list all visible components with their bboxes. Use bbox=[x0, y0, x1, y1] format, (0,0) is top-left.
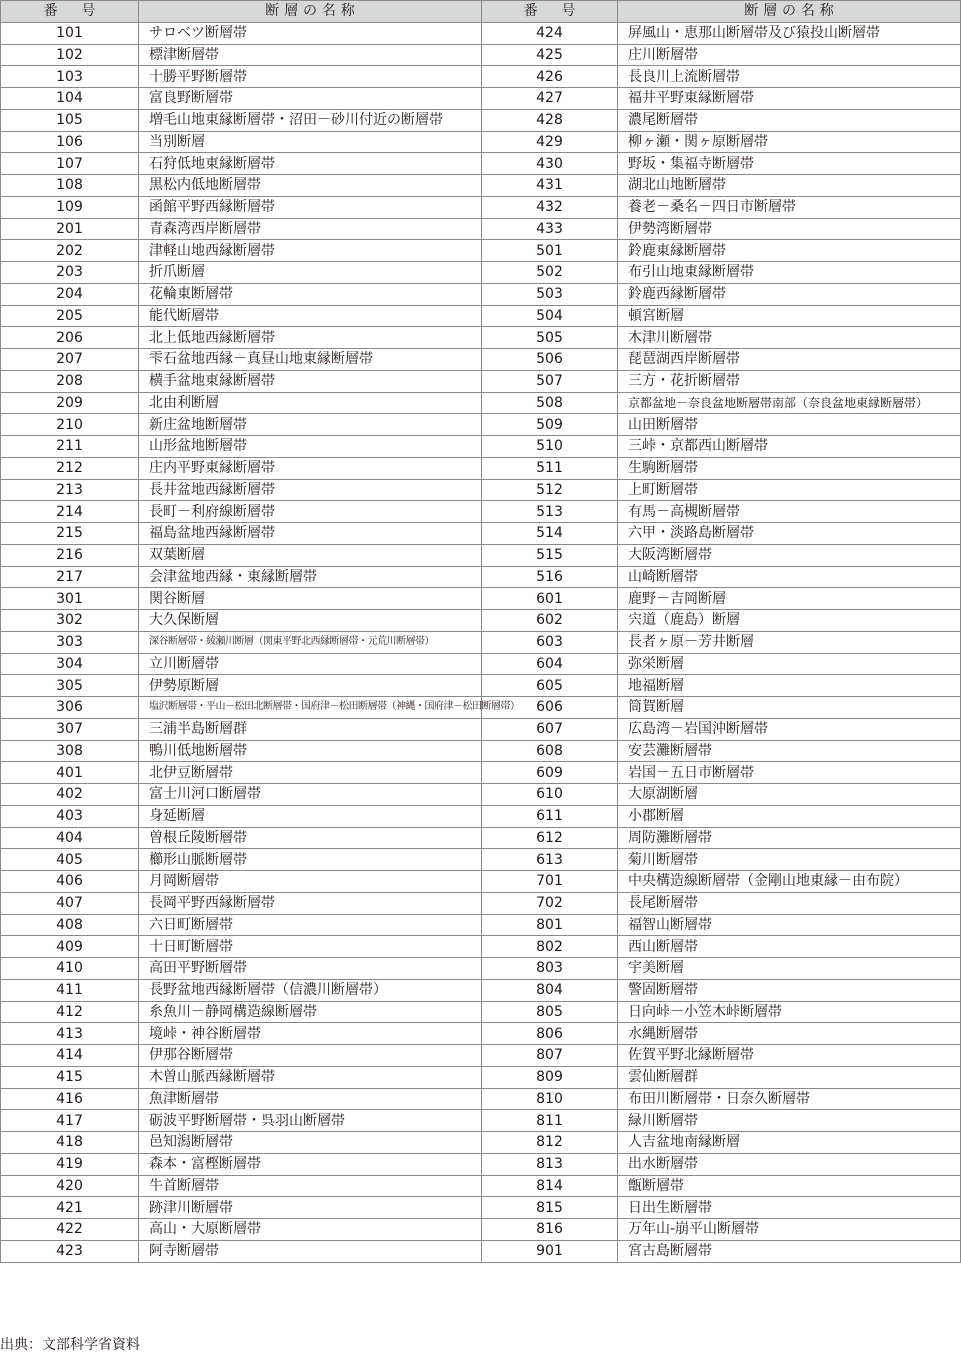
table-row bbox=[1, 109, 961, 131]
fault-name-right: 弥栄断層 bbox=[618, 653, 961, 675]
fault-number-right: 801 bbox=[482, 914, 618, 936]
fault-number-left: 406 bbox=[1, 871, 139, 893]
fault-number-right: 505 bbox=[482, 327, 618, 349]
fault-number-left: 208 bbox=[1, 370, 139, 392]
table-row bbox=[1, 1132, 961, 1154]
table-row bbox=[1, 827, 961, 849]
fault-number-right: 814 bbox=[482, 1175, 618, 1197]
table-row bbox=[1, 327, 961, 349]
fault-name-left: 長町－利府線断層帯 bbox=[139, 501, 482, 523]
fault-name-right: 雲仙断層群 bbox=[618, 1066, 961, 1088]
fault-number-right: 607 bbox=[482, 718, 618, 740]
fault-name-right: 長者ヶ原－芳井断層 bbox=[618, 631, 961, 653]
fault-number-left: 305 bbox=[1, 675, 139, 697]
table-row bbox=[1, 523, 961, 545]
table-row bbox=[1, 240, 961, 262]
fault-number-right: 510 bbox=[482, 436, 618, 458]
table-row bbox=[1, 849, 961, 871]
fault-number-left: 212 bbox=[1, 457, 139, 479]
fault-name-right: 日向峠－小笠木峠断層帯 bbox=[618, 1001, 961, 1023]
fault-name-right: 日出生断層帯 bbox=[618, 1197, 961, 1219]
fault-name-left: 高田平野断層帯 bbox=[139, 958, 482, 980]
table-row bbox=[1, 392, 961, 414]
fault-number-left: 204 bbox=[1, 283, 139, 305]
fault-name-left: 月岡断層帯 bbox=[139, 871, 482, 893]
fault-number-right: 613 bbox=[482, 849, 618, 871]
fault-name-left: 富士川河口断層帯 bbox=[139, 784, 482, 806]
fault-number-right: 603 bbox=[482, 631, 618, 653]
fault-name-right: 福智山断層帯 bbox=[618, 914, 961, 936]
fault-number-right: 424 bbox=[482, 22, 618, 44]
fault-name-left: 十日町断層帯 bbox=[139, 936, 482, 958]
fault-number-right: 604 bbox=[482, 653, 618, 675]
fault-name-right: 鈴鹿西縁断層帯 bbox=[618, 283, 961, 305]
fault-name-right: 岩国－五日市断層帯 bbox=[618, 762, 961, 784]
fault-number-left: 418 bbox=[1, 1132, 139, 1154]
table-row bbox=[1, 66, 961, 88]
fault-number-left: 105 bbox=[1, 109, 139, 131]
fault-name-right: 布引山地東縁断層帯 bbox=[618, 262, 961, 284]
table-row bbox=[1, 1240, 961, 1262]
fault-name-left: 伊勢原断層 bbox=[139, 675, 482, 697]
table-body bbox=[1, 22, 961, 1262]
fault-number-left: 306 bbox=[1, 697, 139, 719]
fault-name-right: 長良川上流断層帯 bbox=[618, 66, 961, 88]
fault-name-right: 柳ヶ瀬・関ヶ原断層帯 bbox=[618, 131, 961, 153]
fault-number-left: 308 bbox=[1, 740, 139, 762]
fault-number-left: 213 bbox=[1, 479, 139, 501]
fault-name-left: 函館平野西縁断層帯 bbox=[139, 196, 482, 218]
fault-number-right: 503 bbox=[482, 283, 618, 305]
fault-name-left: 石狩低地東縁断層帯 bbox=[139, 153, 482, 175]
fault-number-right: 501 bbox=[482, 240, 618, 262]
fault-number-left: 423 bbox=[1, 1240, 139, 1262]
fault-number-left: 419 bbox=[1, 1153, 139, 1175]
fault-name-right: 警固断層帯 bbox=[618, 979, 961, 1001]
table-row bbox=[1, 349, 961, 371]
fault-number-left: 203 bbox=[1, 262, 139, 284]
table-row bbox=[1, 457, 961, 479]
fault-name-left: 庄内平野東縁断層帯 bbox=[139, 457, 482, 479]
fault-number-left: 413 bbox=[1, 1023, 139, 1045]
fault-name-left: 花輪東断層帯 bbox=[139, 283, 482, 305]
fault-name-right: 大阪湾断層帯 bbox=[618, 544, 961, 566]
fault-number-right: 813 bbox=[482, 1153, 618, 1175]
source-note: 出典：文部科学省資料 bbox=[0, 1337, 140, 1353]
fault-number-left: 403 bbox=[1, 805, 139, 827]
fault-number-right: 610 bbox=[482, 784, 618, 806]
fault-number-right: 702 bbox=[482, 892, 618, 914]
fault-name-left: 身延断層 bbox=[139, 805, 482, 827]
fault-name-left: 大久保断層 bbox=[139, 610, 482, 632]
fault-name-left: 長井盆地西縁断層帯 bbox=[139, 479, 482, 501]
table-row bbox=[1, 1088, 961, 1110]
table-row bbox=[1, 479, 961, 501]
fault-number-left: 402 bbox=[1, 784, 139, 806]
table-row bbox=[1, 544, 961, 566]
fault-number-left: 411 bbox=[1, 979, 139, 1001]
fault-name-right: 濃尾断層帯 bbox=[618, 109, 961, 131]
fault-number-left: 409 bbox=[1, 936, 139, 958]
fault-name-right: 養老－桑名－四日市断層帯 bbox=[618, 196, 961, 218]
fault-number-right: 426 bbox=[482, 66, 618, 88]
fault-name-left: 北上低地西縁断層帯 bbox=[139, 327, 482, 349]
fault-number-left: 420 bbox=[1, 1175, 139, 1197]
fault-number-left: 103 bbox=[1, 66, 139, 88]
fault-name-left: 森本・富樫断層帯 bbox=[139, 1153, 482, 1175]
fault-name-left: 能代断層帯 bbox=[139, 305, 482, 327]
table-row bbox=[1, 1066, 961, 1088]
fault-number-right: 606 bbox=[482, 697, 618, 719]
fault-number-right: 602 bbox=[482, 610, 618, 632]
fault-name-right: 三峠・京都西山断層帯 bbox=[618, 436, 961, 458]
fault-name-right: 安芸灘断層帯 bbox=[618, 740, 961, 762]
fault-name-left: 糸魚川－静岡構造線断層帯 bbox=[139, 1001, 482, 1023]
fault-number-right: 609 bbox=[482, 762, 618, 784]
table-row bbox=[1, 218, 961, 240]
fault-name-left: 双葉断層 bbox=[139, 544, 482, 566]
fault-name-right: 京都盆地－奈良盆地断層帯南部（奈良盆地東縁断層帯） bbox=[618, 392, 961, 414]
fault-name-right: 頓宮断層 bbox=[618, 305, 961, 327]
fault-name-left: 魚津断層帯 bbox=[139, 1088, 482, 1110]
table-row bbox=[1, 914, 961, 936]
fault-name-right: 小郡断層 bbox=[618, 805, 961, 827]
table-row bbox=[1, 175, 961, 197]
header-number-right: 番 号 bbox=[482, 1, 618, 23]
fault-name-left: 曽根丘陵断層帯 bbox=[139, 827, 482, 849]
fault-name-left: 塩沢断層帯・平山－松田北断層帯・国府津－松田断層帯（神縄・国府津－松田断層帯） bbox=[139, 697, 482, 719]
fault-name-right: 山田断層帯 bbox=[618, 414, 961, 436]
fault-name-right: 緑川断層帯 bbox=[618, 1110, 961, 1132]
fault-name-right: 鹿野－吉岡断層 bbox=[618, 588, 961, 610]
fault-name-right: 伊勢湾断層帯 bbox=[618, 218, 961, 240]
fault-number-right: 427 bbox=[482, 88, 618, 110]
fault-name-left: 北伊豆断層帯 bbox=[139, 762, 482, 784]
fault-number-left: 107 bbox=[1, 153, 139, 175]
fault-name-left: 折爪断層 bbox=[139, 262, 482, 284]
fault-number-right: 806 bbox=[482, 1023, 618, 1045]
fault-name-right: 宇美断層 bbox=[618, 958, 961, 980]
fault-name-left: 牛首断層帯 bbox=[139, 1175, 482, 1197]
table-row bbox=[1, 1023, 961, 1045]
table-row bbox=[1, 784, 961, 806]
table-row bbox=[1, 979, 961, 1001]
fault-number-left: 415 bbox=[1, 1066, 139, 1088]
table-row bbox=[1, 631, 961, 653]
fault-name-right: 周防灘断層帯 bbox=[618, 827, 961, 849]
fault-name-left: 横手盆地東縁断層帯 bbox=[139, 370, 482, 392]
table-row bbox=[1, 283, 961, 305]
fault-name-left: 三浦半島断層群 bbox=[139, 718, 482, 740]
table-row bbox=[1, 610, 961, 632]
fault-number-right: 514 bbox=[482, 523, 618, 545]
fault-name-left: 立川断層帯 bbox=[139, 653, 482, 675]
fault-name-left: 深谷断層帯・綾瀬川断層（関東平野北西縁断層帯・元荒川断層帯） bbox=[139, 631, 482, 653]
fault-number-right: 513 bbox=[482, 501, 618, 523]
table-row bbox=[1, 436, 961, 458]
table-row bbox=[1, 1045, 961, 1067]
table-row bbox=[1, 805, 961, 827]
fault-name-right: 西山断層帯 bbox=[618, 936, 961, 958]
table-row bbox=[1, 936, 961, 958]
fault-number-left: 416 bbox=[1, 1088, 139, 1110]
header-fault-name-left: 断層の名称 bbox=[139, 1, 482, 23]
fault-number-right: 502 bbox=[482, 262, 618, 284]
fault-number-left: 215 bbox=[1, 523, 139, 545]
fault-number-right: 429 bbox=[482, 131, 618, 153]
fault-number-left: 205 bbox=[1, 305, 139, 327]
table-row bbox=[1, 22, 961, 44]
fault-name-left: 十勝平野断層帯 bbox=[139, 66, 482, 88]
fault-number-left: 102 bbox=[1, 44, 139, 66]
fault-name-left: 増毛山地東縁断層帯・沼田－砂川付近の断層帯 bbox=[139, 109, 482, 131]
header-fault-name-right: 断層の名称 bbox=[618, 1, 961, 23]
fault-number-right: 701 bbox=[482, 871, 618, 893]
fault-name-right: 湖北山地断層帯 bbox=[618, 175, 961, 197]
fault-number-right: 431 bbox=[482, 175, 618, 197]
fault-number-right: 810 bbox=[482, 1088, 618, 1110]
fault-name-right: 庄川断層帯 bbox=[618, 44, 961, 66]
fault-number-right: 805 bbox=[482, 1001, 618, 1023]
table-row bbox=[1, 1197, 961, 1219]
fault-name-right: 琵琶湖西岸断層帯 bbox=[618, 349, 961, 371]
fault-number-right: 815 bbox=[482, 1197, 618, 1219]
fault-number-right: 605 bbox=[482, 675, 618, 697]
fault-number-right: 508 bbox=[482, 392, 618, 414]
fault-number-right: 432 bbox=[482, 196, 618, 218]
table-row bbox=[1, 414, 961, 436]
fault-number-right: 507 bbox=[482, 370, 618, 392]
fault-number-left: 202 bbox=[1, 240, 139, 262]
header-row bbox=[1, 1, 961, 23]
fault-number-left: 421 bbox=[1, 1197, 139, 1219]
table-row bbox=[1, 697, 961, 719]
fault-name-right: 地福断層 bbox=[618, 675, 961, 697]
fault-name-left: 津軽山地西縁断層帯 bbox=[139, 240, 482, 262]
fault-name-left: 関谷断層 bbox=[139, 588, 482, 610]
fault-number-right: 504 bbox=[482, 305, 618, 327]
fault-number-left: 417 bbox=[1, 1110, 139, 1132]
fault-number-right: 509 bbox=[482, 414, 618, 436]
fault-name-left: 伊那谷断層帯 bbox=[139, 1045, 482, 1067]
fault-name-right: 筒賀断層 bbox=[618, 697, 961, 719]
table-row bbox=[1, 196, 961, 218]
fault-number-right: 601 bbox=[482, 588, 618, 610]
fault-name-left: 雫石盆地西縁－真昼山地東縁断層帯 bbox=[139, 349, 482, 371]
fault-name-right: 木津川断層帯 bbox=[618, 327, 961, 349]
table-row bbox=[1, 892, 961, 914]
fault-name-right: 中央構造線断層帯（金剛山地東縁－由布院） bbox=[618, 871, 961, 893]
fault-name-left: 標津断層帯 bbox=[139, 44, 482, 66]
fault-name-left: 黒松内低地断層帯 bbox=[139, 175, 482, 197]
fault-number-left: 216 bbox=[1, 544, 139, 566]
fault-number-right: 425 bbox=[482, 44, 618, 66]
fault-number-right: 433 bbox=[482, 218, 618, 240]
fault-name-right: 上町断層帯 bbox=[618, 479, 961, 501]
fault-name-right: 甑断層帯 bbox=[618, 1175, 961, 1197]
table-row bbox=[1, 1219, 961, 1241]
fault-name-left: 北由利断層 bbox=[139, 392, 482, 414]
fault-name-right: 宮古島断層帯 bbox=[618, 1240, 961, 1262]
table-row bbox=[1, 762, 961, 784]
fault-number-right: 506 bbox=[482, 349, 618, 371]
fault-number-right: 807 bbox=[482, 1045, 618, 1067]
fault-name-right: 人吉盆地南縁断層 bbox=[618, 1132, 961, 1154]
fault-name-right: 広島湾－岩国沖断層帯 bbox=[618, 718, 961, 740]
fault-name-left: 阿寺断層帯 bbox=[139, 1240, 482, 1262]
fault-name-left: 櫛形山脈断層帯 bbox=[139, 849, 482, 871]
fault-name-right: 布田川断層帯・日奈久断層帯 bbox=[618, 1088, 961, 1110]
fault-name-right: 生駒断層帯 bbox=[618, 457, 961, 479]
fault-number-right: 802 bbox=[482, 936, 618, 958]
fault-number-right: 612 bbox=[482, 827, 618, 849]
fault-number-right: 511 bbox=[482, 457, 618, 479]
fault-number-left: 108 bbox=[1, 175, 139, 197]
table-row bbox=[1, 501, 961, 523]
fault-number-left: 408 bbox=[1, 914, 139, 936]
fault-number-right: 430 bbox=[482, 153, 618, 175]
fault-name-right: 六甲・淡路島断層帯 bbox=[618, 523, 961, 545]
fault-number-right: 608 bbox=[482, 740, 618, 762]
fault-name-right: 野坂・集福寺断層帯 bbox=[618, 153, 961, 175]
fault-name-left: 高山・大原断層帯 bbox=[139, 1219, 482, 1241]
table-row bbox=[1, 1175, 961, 1197]
fault-number-right: 816 bbox=[482, 1219, 618, 1241]
fault-number-left: 101 bbox=[1, 22, 139, 44]
fault-number-right: 516 bbox=[482, 566, 618, 588]
table-row bbox=[1, 44, 961, 66]
table-row bbox=[1, 675, 961, 697]
fault-number-left: 104 bbox=[1, 88, 139, 110]
fault-name-left: 砺波平野断層帯・呉羽山断層帯 bbox=[139, 1110, 482, 1132]
fault-name-right: 福井平野東縁断層帯 bbox=[618, 88, 961, 110]
fault-name-right: 万年山-崩平山断層帯 bbox=[618, 1219, 961, 1241]
fault-number-left: 407 bbox=[1, 892, 139, 914]
fault-name-left: 境峠・神谷断層帯 bbox=[139, 1023, 482, 1045]
fault-number-left: 210 bbox=[1, 414, 139, 436]
fault-name-left: 邑知潟断層帯 bbox=[139, 1132, 482, 1154]
fault-number-left: 214 bbox=[1, 501, 139, 523]
fault-name-right: 出水断層帯 bbox=[618, 1153, 961, 1175]
fault-number-left: 302 bbox=[1, 610, 139, 632]
fault-number-left: 211 bbox=[1, 436, 139, 458]
fault-number-right: 611 bbox=[482, 805, 618, 827]
fault-number-left: 106 bbox=[1, 131, 139, 153]
fault-name-right: 長尾断層帯 bbox=[618, 892, 961, 914]
table-row bbox=[1, 305, 961, 327]
fault-number-right: 812 bbox=[482, 1132, 618, 1154]
fault-name-left: 青森湾西岸断層帯 bbox=[139, 218, 482, 240]
fault-name-right: 水縄断層帯 bbox=[618, 1023, 961, 1045]
table-row bbox=[1, 740, 961, 762]
table-row bbox=[1, 718, 961, 740]
fault-number-left: 307 bbox=[1, 718, 139, 740]
table-row bbox=[1, 1153, 961, 1175]
fault-number-right: 811 bbox=[482, 1110, 618, 1132]
fault-number-right: 515 bbox=[482, 544, 618, 566]
table-row bbox=[1, 1001, 961, 1023]
fault-number-left: 301 bbox=[1, 588, 139, 610]
fault-name-left: 新庄盆地断層帯 bbox=[139, 414, 482, 436]
fault-number-left: 206 bbox=[1, 327, 139, 349]
table-row bbox=[1, 153, 961, 175]
fault-number-left: 412 bbox=[1, 1001, 139, 1023]
fault-name-left: 会津盆地西縁・東縁断層帯 bbox=[139, 566, 482, 588]
fault-name-right: 鈴鹿東縁断層帯 bbox=[618, 240, 961, 262]
table-row bbox=[1, 1110, 961, 1132]
fault-name-right: 三方・花折断層帯 bbox=[618, 370, 961, 392]
header-number-left: 番 号 bbox=[1, 1, 139, 23]
fault-number-left: 209 bbox=[1, 392, 139, 414]
fault-number-left: 109 bbox=[1, 196, 139, 218]
fault-number-right: 901 bbox=[482, 1240, 618, 1262]
fault-number-right: 804 bbox=[482, 979, 618, 1001]
fault-name-left: 六日町断層帯 bbox=[139, 914, 482, 936]
fault-number-left: 422 bbox=[1, 1219, 139, 1241]
fault-name-left: 鴨川低地断層帯 bbox=[139, 740, 482, 762]
fault-name-right: 有馬－高槻断層帯 bbox=[618, 501, 961, 523]
fault-number-right: 803 bbox=[482, 958, 618, 980]
fault-name-right: 山崎断層帯 bbox=[618, 566, 961, 588]
fault-number-left: 303 bbox=[1, 631, 139, 653]
fault-name-right: 宍道（鹿島）断層 bbox=[618, 610, 961, 632]
fault-name-left: 跡津川断層帯 bbox=[139, 1197, 482, 1219]
fault-number-right: 809 bbox=[482, 1066, 618, 1088]
fault-name-right: 大原湖断層 bbox=[618, 784, 961, 806]
fault-name-left: 富良野断層帯 bbox=[139, 88, 482, 110]
table-row bbox=[1, 88, 961, 110]
fault-number-left: 207 bbox=[1, 349, 139, 371]
fault-number-right: 512 bbox=[482, 479, 618, 501]
fault-name-right: 菊川断層帯 bbox=[618, 849, 961, 871]
fault-number-left: 401 bbox=[1, 762, 139, 784]
fault-name-right: 屏風山・恵那山断層帯及び猿投山断層帯 bbox=[618, 22, 961, 44]
fault-number-left: 410 bbox=[1, 958, 139, 980]
table-row bbox=[1, 958, 961, 980]
fault-number-left: 201 bbox=[1, 218, 139, 240]
fault-name-left: 山形盆地断層帯 bbox=[139, 436, 482, 458]
table-row bbox=[1, 653, 961, 675]
table-row bbox=[1, 566, 961, 588]
fault-number-left: 405 bbox=[1, 849, 139, 871]
fault-name-right: 佐賀平野北縁断層帯 bbox=[618, 1045, 961, 1067]
fault-name-left: 福島盆地西縁断層帯 bbox=[139, 523, 482, 545]
fault-number-left: 414 bbox=[1, 1045, 139, 1067]
fault-name-left: 長野盆地西縁断層帯（信濃川断層帯） bbox=[139, 979, 482, 1001]
table-row bbox=[1, 131, 961, 153]
table-row bbox=[1, 871, 961, 893]
fault-number-right: 428 bbox=[482, 109, 618, 131]
fault-number-left: 304 bbox=[1, 653, 139, 675]
table-row bbox=[1, 370, 961, 392]
fault-name-left: サロベツ断層帯 bbox=[139, 22, 482, 44]
fault-name-left: 長岡平野西縁断層帯 bbox=[139, 892, 482, 914]
fault-number-left: 404 bbox=[1, 827, 139, 849]
table-row bbox=[1, 262, 961, 284]
fault-number-left: 217 bbox=[1, 566, 139, 588]
table-row bbox=[1, 588, 961, 610]
fault-name-left: 当別断層 bbox=[139, 131, 482, 153]
fault-name-left: 木曽山脈西縁断層帯 bbox=[139, 1066, 482, 1088]
